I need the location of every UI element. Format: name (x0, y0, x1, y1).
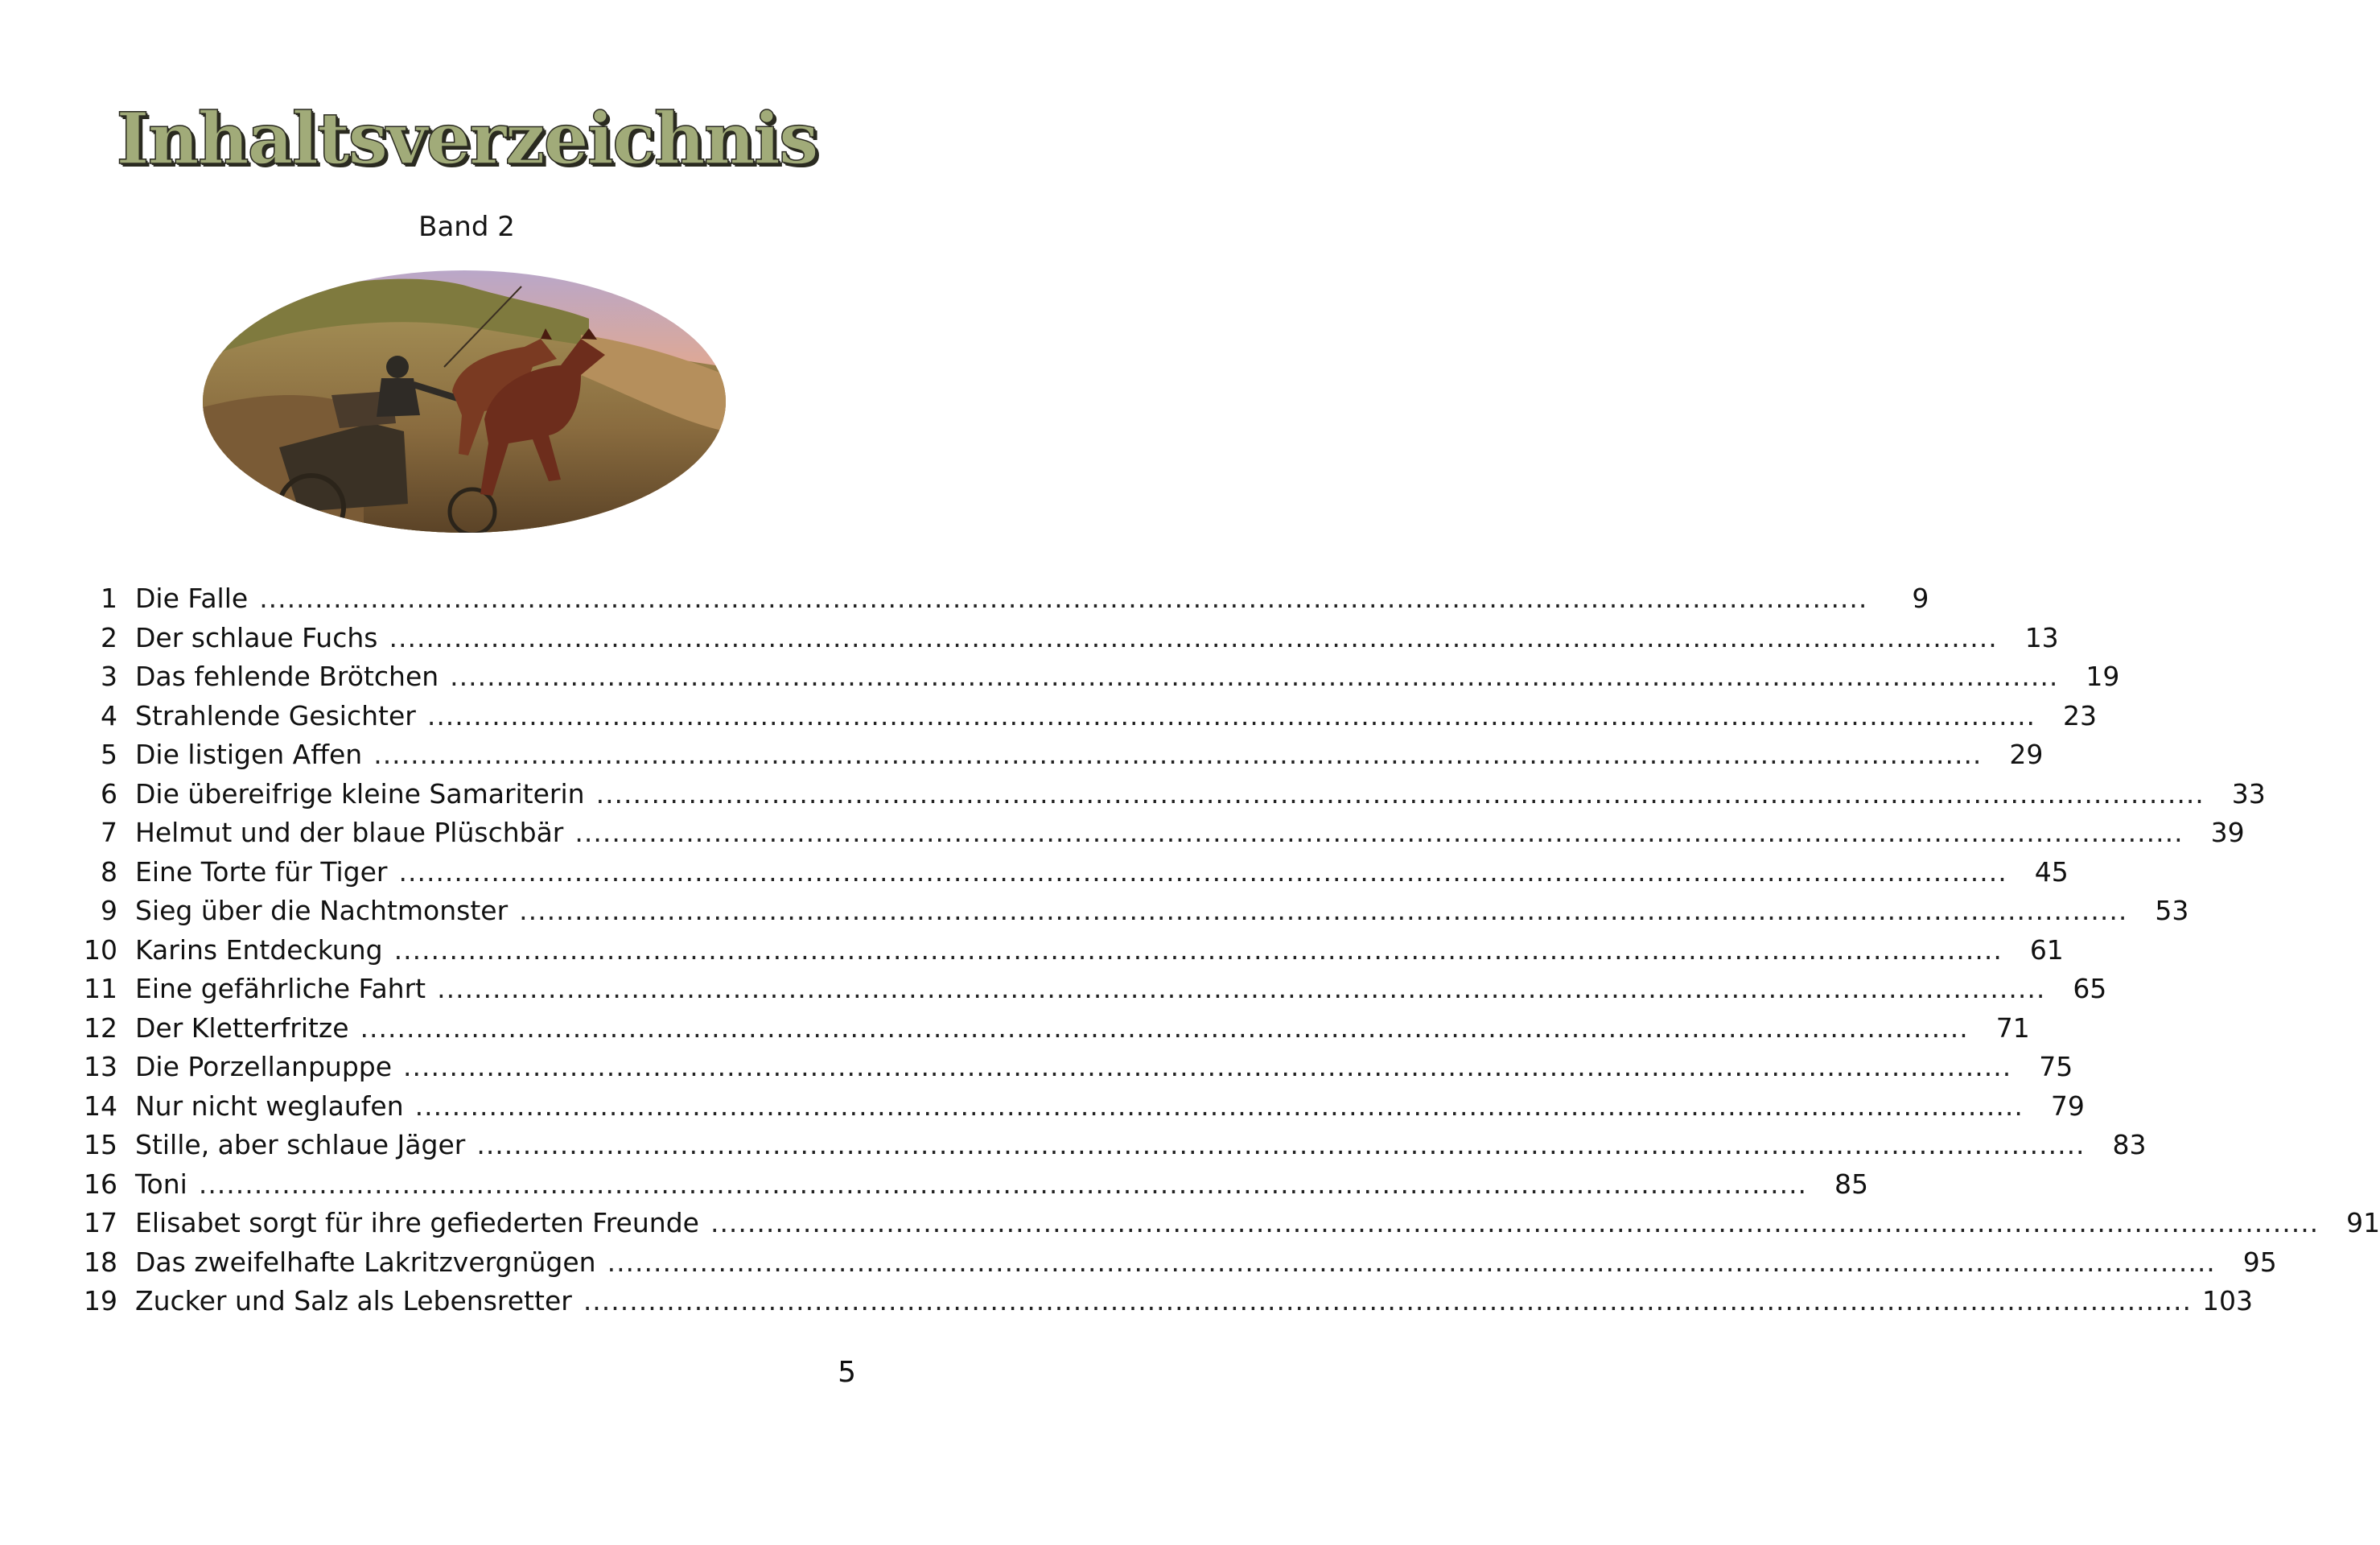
chapter-number: 10 (84, 933, 117, 966)
chapter-title: Toni (135, 1168, 187, 1200)
chapter-number: 18 (84, 1246, 117, 1278)
toc-entry-18[interactable] (72, 1243, 2277, 1283)
leader-dots: .............................................................................................................................................................................. (607, 1246, 2216, 1278)
page-number: 83 (2112, 1129, 2147, 1161)
leader-dots: .............................................................................................................................................................................. (583, 1285, 2193, 1317)
toc-entry-16[interactable] (72, 1165, 1869, 1205)
chapter-title: Die Falle (135, 583, 249, 615)
toc-entry-8[interactable] (72, 853, 2069, 892)
toc-entry-15[interactable] (72, 1126, 2147, 1165)
leader-dots: .............................................................................................................................................................................. (476, 1129, 2086, 1161)
chapter-number: 9 (101, 895, 117, 927)
toc-entry-2[interactable] (72, 619, 2059, 658)
chapter-number: 15 (84, 1129, 117, 1161)
chapter-title: Eine Torte für Tiger (135, 855, 388, 888)
chapter-number: 3 (101, 661, 117, 693)
page-title: Inhaltsverzeichnis (116, 97, 817, 180)
chapter-title: Zucker und Salz als Lebensretter (135, 1285, 572, 1317)
leader-dots: .............................................................................................................................................................................. (437, 973, 2046, 1005)
chapter-number: 19 (84, 1285, 117, 1317)
page-number: 95 (2242, 1246, 2277, 1278)
toc-entry-17[interactable] (72, 1204, 2380, 1243)
toc-entry-19[interactable] (72, 1282, 2254, 1321)
chapter-number: 2 (101, 621, 117, 653)
chapter-number: 14 (84, 1090, 117, 1122)
chapter-title: Das fehlende Brötchen (135, 661, 439, 693)
toc-entry-13[interactable] (72, 1048, 2073, 1087)
toc-entry-14[interactable] (72, 1087, 2085, 1127)
page-number: 45 (2034, 855, 2069, 888)
leader-dots: .............................................................................................................................................................................. (360, 1011, 1969, 1044)
chapter-title: Die Porzellanpuppe (135, 1051, 393, 1083)
chapter-title: Elisabet sorgt für ihre gefiederten Freunde (135, 1207, 699, 1239)
leader-dots: .............................................................................................................................................................................. (389, 621, 1998, 653)
chapter-title: Karins Entdeckung (135, 933, 383, 966)
toc-entry-10[interactable] (72, 931, 2064, 970)
toc-entry-1[interactable] (72, 579, 1929, 619)
page-number: 103 (2202, 1285, 2254, 1317)
page-number: 29 (2009, 739, 2044, 771)
page-number: 61 (2029, 933, 2064, 966)
page-number: 71 (1995, 1011, 2030, 1044)
folio-page-number: 5 (838, 1356, 856, 1389)
page-number: 91 (2346, 1207, 2380, 1239)
leader-dots: .............................................................................................................................................................................. (393, 933, 2003, 966)
chapter-number: 4 (101, 699, 117, 731)
chapter-number: 7 (101, 817, 117, 849)
leader-dots: .............................................................................................................................................................................. (403, 1051, 2012, 1083)
page-number: 9 (1912, 583, 1929, 615)
chapter-number: 5 (101, 739, 117, 771)
chapter-title: Der schlaue Fuchs (135, 621, 378, 653)
leader-dots: .............................................................................................................................................................................. (519, 895, 2128, 927)
page-number: 13 (2024, 621, 2059, 653)
leader-dots: .............................................................................................................................................................................. (574, 817, 2184, 849)
toc-entry-3[interactable] (72, 657, 2120, 697)
toc-entry-11[interactable] (72, 970, 2107, 1009)
chapter-title: Helmut und der blaue Plüschbär (135, 817, 564, 849)
page-number: 23 (2063, 699, 2098, 731)
chapter-title: Nur nicht weglaufen (135, 1090, 404, 1122)
chapter-number: 13 (84, 1051, 117, 1083)
page-number: 19 (2086, 661, 2120, 693)
toc-entry-5[interactable] (72, 735, 2044, 775)
toc-entry-7[interactable] (72, 814, 2245, 853)
leader-dots: .............................................................................................................................................................................. (595, 777, 2205, 810)
page-number: 75 (2039, 1051, 2073, 1083)
chapter-number: 6 (101, 777, 117, 810)
leader-dots: .............................................................................................................................................................................. (414, 1090, 2024, 1122)
page-number: 65 (2073, 973, 2107, 1005)
toc-entry-9[interactable] (72, 892, 2189, 931)
leader-dots: .............................................................................................................................................................................. (710, 1207, 2320, 1239)
leader-dots: .............................................................................................................................................................................. (198, 1168, 1808, 1200)
leader-dots: .............................................................................................................................................................................. (450, 661, 2059, 693)
table-of-contents (72, 579, 2380, 1321)
chapter-title: Sieg über die Nachtmonster (135, 895, 509, 927)
chapter-title: Eine gefährliche Fahrt (135, 973, 426, 1005)
volume-subtitle: Band 2 (418, 211, 515, 243)
toc-entry-4[interactable] (72, 697, 2098, 736)
leader-dots: .............................................................................................................................................................................. (259, 583, 1868, 615)
toc-entry-12[interactable] (72, 1009, 2030, 1049)
chapter-number: 8 (101, 855, 117, 888)
leader-dots: .............................................................................................................................................................................. (426, 699, 2036, 731)
toc-entry-6[interactable] (72, 775, 2266, 814)
chapter-title: Die übereifrige kleine Samariterin (135, 777, 585, 810)
chapter-title: Die listigen Affen (135, 739, 363, 771)
leader-dots: .............................................................................................................................................................................. (398, 855, 2007, 888)
chapter-number: 1 (101, 583, 117, 615)
page-number: 53 (2155, 895, 2189, 927)
leader-dots: .............................................................................................................................................................................. (373, 739, 1983, 771)
page-number: 39 (2210, 817, 2245, 849)
chapter-title: Das zweifelhafte Lakritzvergnügen (135, 1246, 596, 1278)
chapter-title: Stille, aber schlaue Jäger (135, 1129, 466, 1161)
chapter-title: Der Kletterfritze (135, 1011, 349, 1044)
chapter-number: 16 (84, 1168, 117, 1200)
chapter-number: 17 (84, 1207, 117, 1239)
page-number: 79 (2050, 1090, 2085, 1122)
page-number: 33 (2231, 777, 2266, 810)
horse-carriage-illustration (203, 270, 726, 533)
chapter-title: Strahlende Gesichter (135, 699, 416, 731)
chapter-number: 12 (84, 1011, 117, 1044)
chapter-number: 11 (84, 973, 117, 1005)
page-number: 85 (1834, 1168, 1869, 1200)
